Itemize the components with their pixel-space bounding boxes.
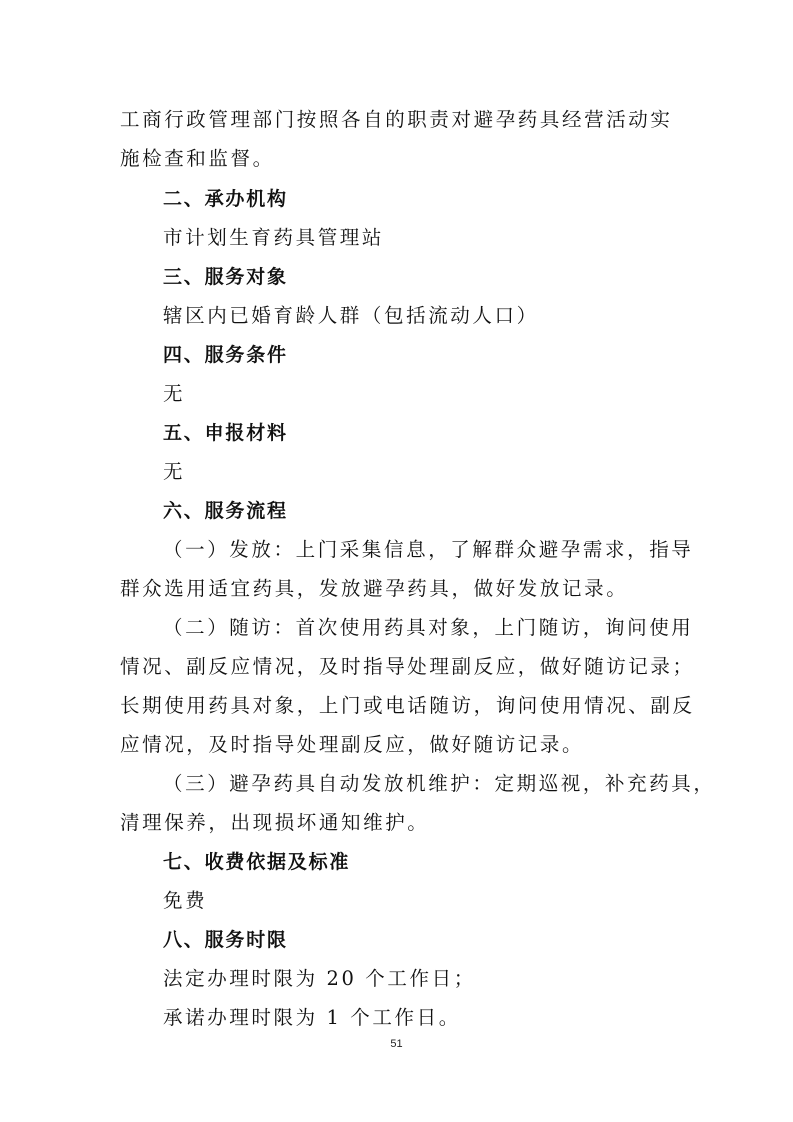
body-text-line: 应情况，及时指导处理副反应，做好随访记录。 [120, 733, 585, 756]
body-text-line: （二）随访：首次使用药具对象，上门随访，询问使用 [163, 616, 694, 639]
section-heading: 七、收费依据及标准 [163, 851, 351, 873]
body-text-line: 群众选用适宜药具，发放避孕药具，做好发放记录。 [120, 577, 629, 600]
body-text-line: 工商行政管理部门按照各自的职责对避孕药具经营活动实 [120, 108, 673, 131]
body-text-line: 无 [163, 382, 186, 405]
section-heading: 二、承办机构 [163, 188, 288, 210]
body-text-line: 辖区内已婚育龄人群（包括流动人口） [163, 304, 539, 327]
body-text-line: 长期使用药具对象，上门或电话随访，询问使用情况、副反 [120, 694, 695, 717]
section-heading: 三、服务对象 [163, 266, 288, 288]
body-text-line: 市计划生育药具管理站 [163, 226, 385, 249]
page-number: 51 [390, 1038, 403, 1050]
section-heading: 六、服务流程 [163, 500, 288, 522]
body-text-line: 清理保养，出现损坏通知维护。 [120, 811, 430, 834]
body-text-line: （一）发放：上门采集信息，了解群众避孕需求，指导 [163, 538, 694, 561]
body-text-line: 无 [163, 460, 186, 483]
section-heading: 八、服务时限 [163, 929, 288, 951]
body-text-line: 法定办理时限为 20 个工作日； [163, 967, 476, 990]
section-heading: 四、服务条件 [163, 344, 288, 366]
body-text-line: 情况、副反应情况，及时指导处理副反应，做好随访记录； [120, 655, 695, 678]
body-text-line: （三）避孕药具自动发放机维护：定期巡视，补充药具， [163, 772, 716, 795]
section-heading: 五、申报材料 [163, 422, 288, 444]
body-text-line: 承诺办理时限为 1 个工作日。 [163, 1006, 461, 1029]
body-text-line: 施检查和监督。 [120, 147, 275, 170]
body-text-line: 免费 [163, 889, 208, 912]
